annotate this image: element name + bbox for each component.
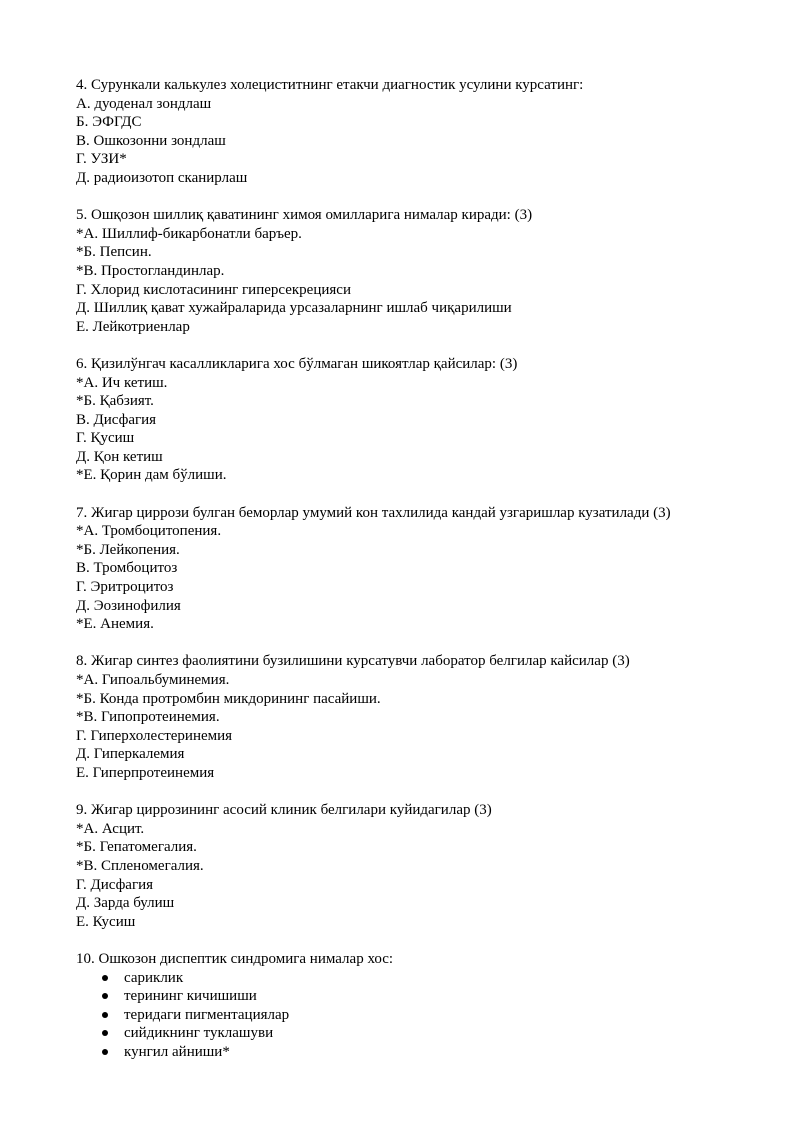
question-title: 9. Жигар циррозининг асосий клиник белгилари куйидагилар (3): [76, 802, 492, 819]
option: Д. Шиллиқ қават хужайраларида урсазаларнинг ишлаб чиқарилиши: [76, 300, 512, 317]
option: Д. Эозинофилия: [76, 597, 181, 614]
bullet-text: сийдикнинг туклашуви: [124, 1025, 274, 1042]
bullet-text: кунгил айниши*: [124, 1043, 230, 1060]
question-7: [76, 504, 756, 634]
option: *А. Ич кетиш.: [76, 374, 168, 391]
bullet-item: [76, 969, 756, 988]
bullet-item: [76, 1024, 756, 1043]
option: *А. Шиллиф-бикарбонатли баръер.: [76, 225, 302, 242]
option: Е. Гиперпротеинемия: [76, 764, 215, 781]
option: Д. Қон кетиш: [76, 448, 163, 465]
option: *Б. Қабзият.: [76, 393, 154, 410]
option: *В. Простогландинлар.: [76, 262, 225, 279]
option: Д. Зарда булиш: [76, 895, 175, 912]
document-page: [76, 76, 756, 1061]
option: *Б. Конда протромбин микдорининг пасайиши.: [76, 690, 381, 707]
option: Е. Кусиш: [76, 913, 136, 930]
option: А. дуоденал зондлаш: [76, 95, 212, 112]
bullet-item: [76, 1043, 756, 1062]
option: Б. ЭФГДС: [76, 114, 142, 131]
question-title: 10. Ошкозон диспептик синдромига нималар хос:: [76, 950, 394, 967]
question-9: [76, 801, 756, 931]
option: *Б. Лейкопения.: [76, 541, 180, 558]
bullet-item: [76, 1006, 756, 1025]
option: Г. Дисфагия: [76, 876, 154, 893]
question-4: [76, 76, 756, 188]
bullet-text: сариклик: [124, 969, 184, 986]
bullet-item: [76, 987, 756, 1006]
option: Д. Гиперкалемия: [76, 746, 185, 763]
question-title: 6. Қизилўнгач касалликларига хос бўлмаган шикоятлар қайсилар: (3): [76, 355, 518, 372]
option: В. Ошкозонни зондлаш: [76, 132, 226, 149]
option: Г. Хлорид кислотасининг гиперсекрецияси: [76, 281, 351, 298]
option: *А. Тромбоцитопения.: [76, 523, 222, 540]
question-6: [76, 355, 756, 485]
bullet-icon: [102, 993, 108, 999]
option: В. Тромбоцитоз: [76, 560, 178, 577]
bullet-icon: [102, 1012, 108, 1018]
bullet-text: теридаги пигментациялар: [124, 1006, 290, 1023]
option: *Б. Пепсин.: [76, 244, 152, 261]
option: Д. радиоизотоп сканирлаш: [76, 169, 248, 186]
option: Г. Эритроцитоз: [76, 579, 174, 596]
question-5: [76, 206, 756, 336]
option: *В. Гипопротеинемия.: [76, 709, 220, 726]
option: Г. Гиперхолестеринемия: [76, 727, 233, 744]
question-title: 4. Сурункали калькулез холециститнинг етакчи диагностик усулини курсатинг:: [76, 77, 584, 93]
bullet-text: терининг кичишиши: [124, 988, 257, 1005]
question-title: 8. Жигар синтез фаолиятини бузилишини курсатувчи лаборатор белгилар кайсилар (3): [76, 653, 630, 670]
bullet-list: [76, 969, 756, 1062]
option: Г. Қусиш: [76, 430, 135, 447]
option: *Б. Гепатомегалия.: [76, 839, 197, 856]
option: В. Дисфагия: [76, 411, 157, 428]
question-title: 5. Ошқозон шиллиқ қаватининг химоя омилларига нималар киради: (3): [76, 207, 533, 224]
option: *В. Спленомегалия.: [76, 857, 204, 874]
option: *А. Асцит.: [76, 820, 145, 837]
bullet-icon: [102, 1049, 108, 1055]
question-8: [76, 652, 756, 782]
option: *Е. Анемия.: [76, 616, 154, 633]
question-10: [76, 950, 756, 1062]
option: Г. УЗИ*: [76, 151, 127, 168]
option: *Е. Қорин дам бўлиши.: [76, 467, 227, 484]
option: *А. Гипоальбуминемия.: [76, 672, 230, 688]
option: Е. Лейкотриенлар: [76, 318, 190, 335]
question-title: 7. Жигар циррози булган беморлар умумий кон тахлилида кандай узгаришлар кузатилади (3): [76, 504, 671, 521]
bullet-icon: [102, 1030, 108, 1036]
bullet-icon: [102, 975, 108, 981]
